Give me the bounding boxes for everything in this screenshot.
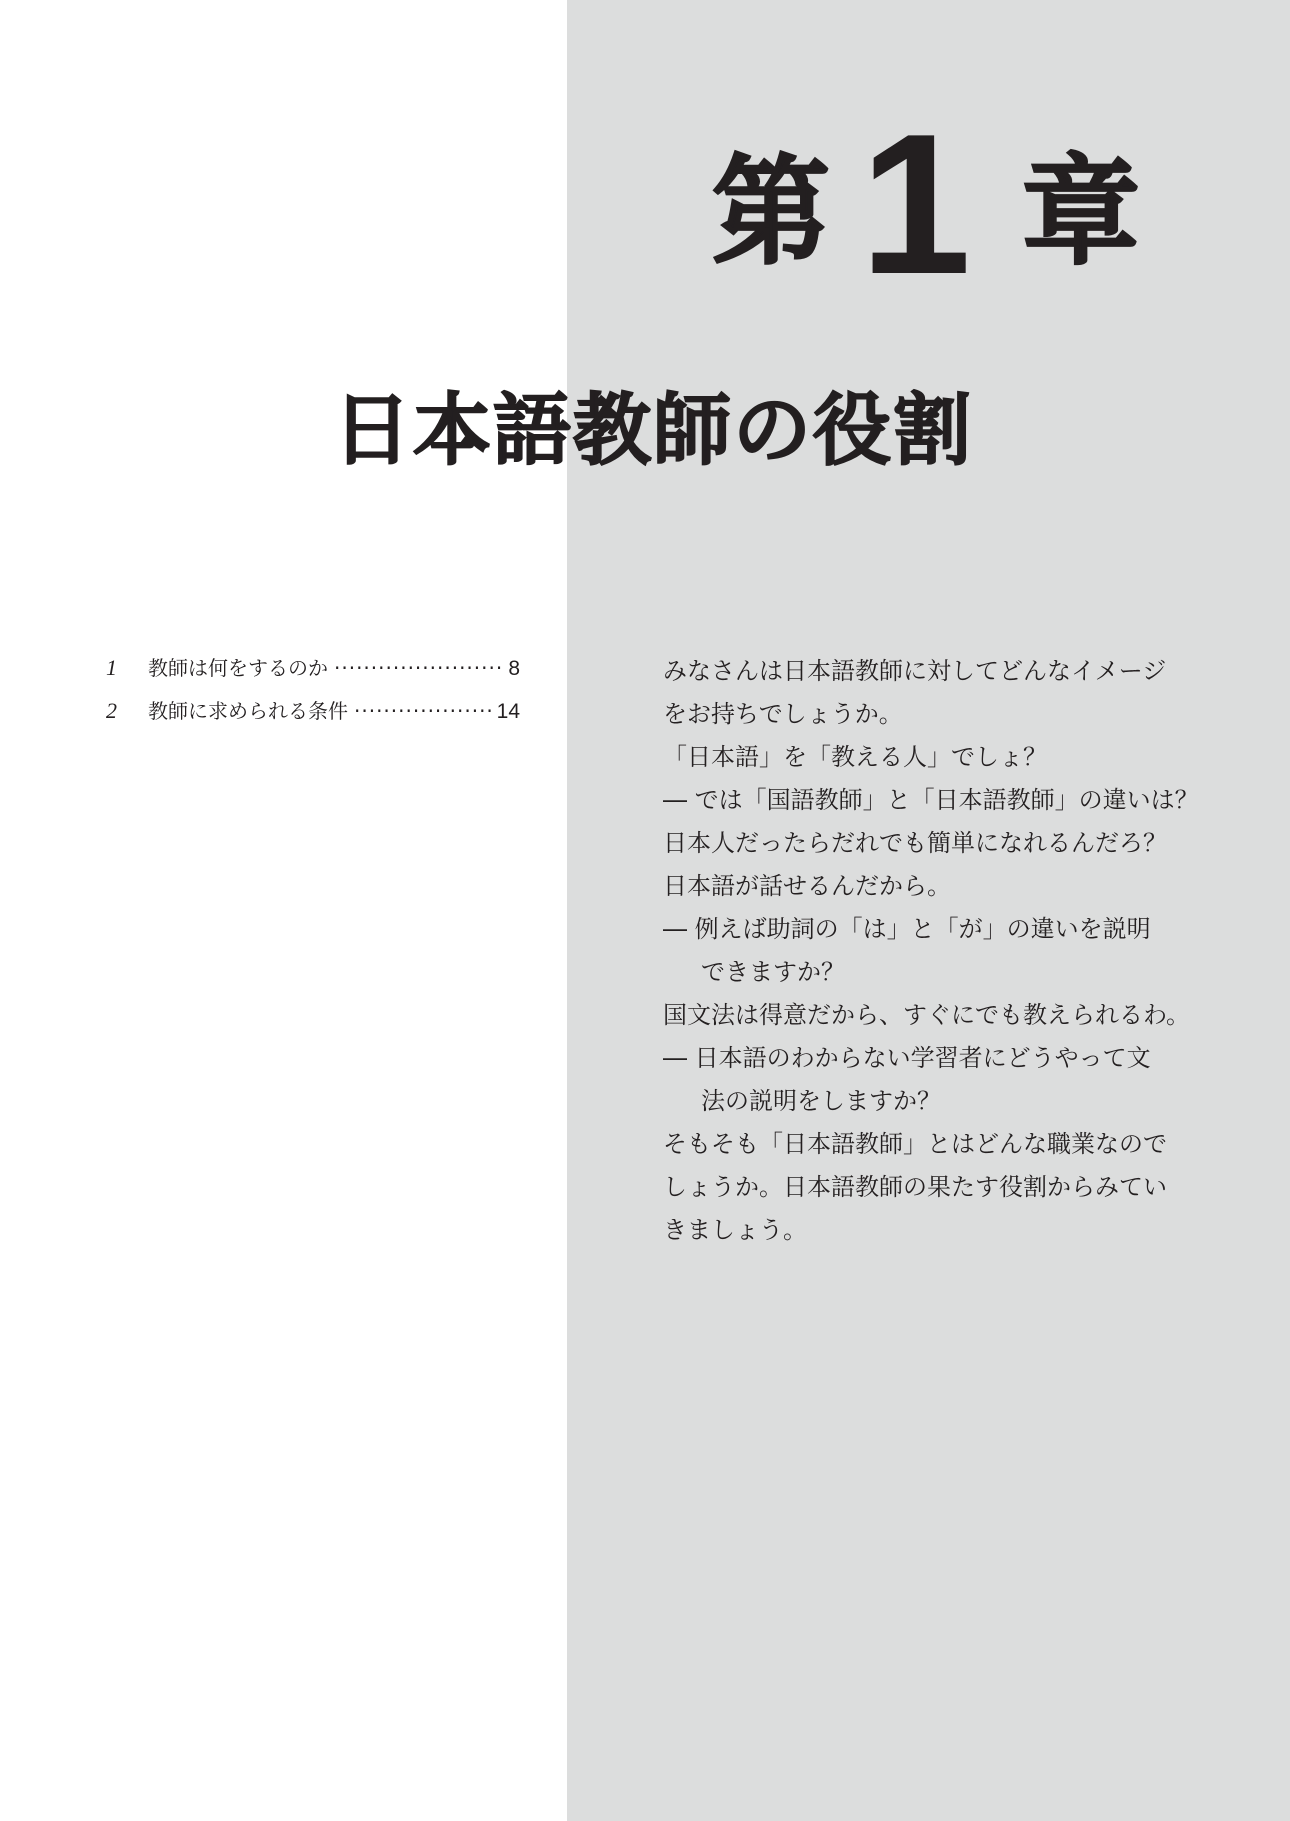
toc-item-number: 2 bbox=[106, 698, 117, 723]
toc-item-page: 8 bbox=[508, 657, 520, 680]
toc-leader-dots bbox=[334, 654, 502, 682]
toc-item-title: 教師は何をするのか bbox=[148, 656, 328, 680]
intro-line: そもそも「日本語教師」とはどんな職業なので bbox=[663, 1130, 1167, 1158]
toc-leader-dots bbox=[354, 697, 491, 725]
chapter-title: 日本語教師の役割 bbox=[333, 386, 974, 476]
intro-text bbox=[663, 650, 1203, 1252]
table-of-contents bbox=[100, 654, 520, 740]
chapter-prefix: 第 bbox=[712, 143, 831, 281]
intro-line: 「日本語」を「教える人」でしょ？ bbox=[663, 743, 1047, 771]
toc-item[interactable] bbox=[100, 697, 520, 740]
toc-item-title: 教師に求められる条件 bbox=[148, 699, 348, 723]
toc-item[interactable] bbox=[100, 654, 520, 697]
toc-item-number: 1 bbox=[106, 655, 117, 680]
toc-item-page: 14 bbox=[496, 700, 520, 723]
chapter-suffix: 章 bbox=[1022, 143, 1141, 281]
intro-line: 法の説明をしますか？ bbox=[701, 1087, 941, 1115]
intro-line: ― では「国語教師」と「日本語教師」の違いは？ bbox=[663, 786, 1199, 814]
intro-line: 国文法は得意だから、すぐにでも教えられるわ。 bbox=[663, 1001, 1191, 1029]
intro-line: ― 日本語のわからない学習者にどうやって文 bbox=[663, 1044, 1151, 1072]
intro-line: ― 例えば助詞の「は」と「が」の違いを説明 bbox=[663, 915, 1151, 943]
intro-line: しょうか。日本語教師の果たす役割からみてい bbox=[663, 1173, 1167, 1201]
intro-line: 日本語が話せるんだから。 bbox=[663, 872, 951, 900]
intro-line: きましょう。 bbox=[663, 1216, 807, 1244]
intro-line: をお持ちでしょうか。 bbox=[663, 700, 903, 728]
chapter-number: 1 bbox=[860, 93, 972, 316]
intro-line: 日本人だったらだれでも簡単になれるんだろ？ bbox=[663, 829, 1167, 857]
intro-line: みなさんは日本語教師に対してどんなイメージ bbox=[663, 657, 1167, 685]
intro-line: できますか？ bbox=[701, 958, 845, 986]
chapter-heading bbox=[700, 93, 1180, 316]
